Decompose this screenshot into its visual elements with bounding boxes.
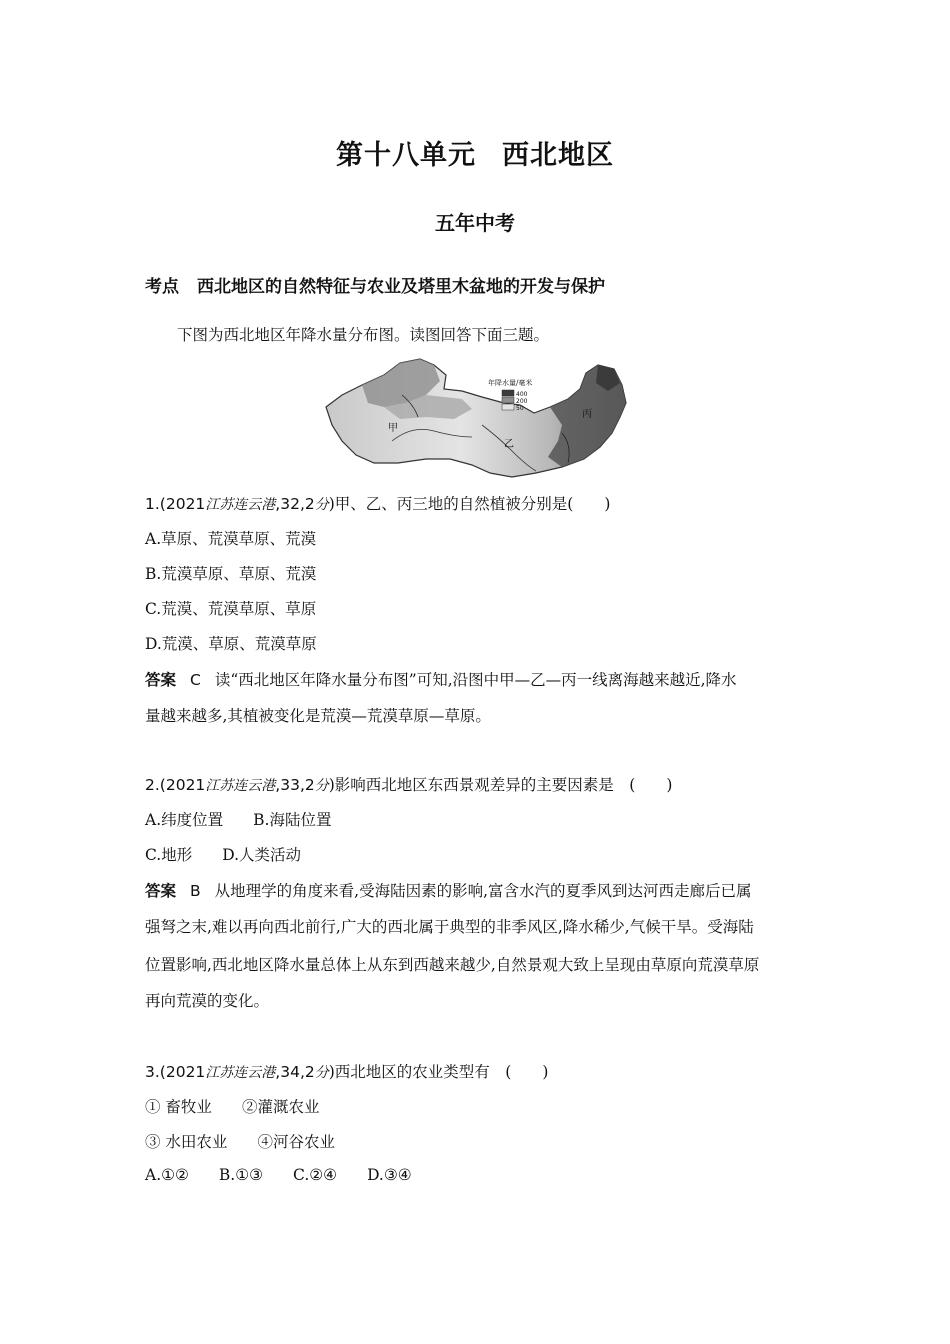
- question-2-explanation-line-4: 再向荒漠的变化。: [145, 992, 270, 1010]
- legend-value-50: 50: [516, 405, 524, 412]
- page-subtitle: 五年中考: [435, 211, 515, 235]
- legend-value-400: 400: [516, 391, 528, 398]
- question-1-answer: 答案 C 读“西北地区年降水量分布图”可知,沿图中甲—乙—丙一线离海越来越近,降水: [145, 671, 737, 689]
- precipitation-map: [322, 355, 628, 479]
- question-2-explanation-line-3: 位置影响,西北地区降水量总体上从东到西越来越少,自然景观大致上呈现由草原向荒漠草原: [145, 956, 760, 974]
- legend-swatch-200: [502, 397, 514, 403]
- question-3-items-row-2: ③ 水田农业 ④河谷农业: [145, 1133, 335, 1151]
- question-3-options: A.①② B.①③ C.②④ D.③④: [145, 1166, 412, 1184]
- question-1-option-b: B.荒漠草原、草原、荒漠: [145, 565, 317, 583]
- legend-swatch-50: [502, 404, 514, 410]
- intro-text: 下图为西北地区年降水量分布图。读图回答下面三题。: [177, 326, 550, 344]
- question-1-option-c: C.荒漠、荒漠草原、草原: [145, 600, 317, 618]
- title-topic: 西北地区: [502, 140, 614, 171]
- question-2-explanation-line-2: 强弩之末,难以再向西北前行,广大的西北属于典型的非季风区,降水稀少,气候干旱。受海陆: [145, 918, 754, 936]
- question-1-stem: 1.(2021江苏连云港,32,2分)甲、乙、丙三地的自然植被分别是( ): [145, 495, 611, 513]
- question-1-option-a: A.草原、荒漠草原、荒漠: [145, 530, 317, 548]
- question-2-answer: 答案 B 从地理学的角度来看,受海陆因素的影响,富含水汽的夏季风到达河西走廊后已属: [145, 882, 752, 900]
- question-1-explanation: 量越来越多,其植被变化是荒漠—荒漠草原—草原。: [145, 707, 491, 725]
- question-2-options-row-2: C.地形 D.人类活动: [145, 846, 302, 864]
- section-tag: 考点: [145, 277, 179, 297]
- question-3-stem: 3.(2021江苏连云港,34,2分)西北地区的农业类型有 ( ): [145, 1063, 549, 1081]
- legend-value-200: 200: [516, 398, 528, 405]
- section-title: 西北地区的自然特征与农业及塔里木盆地的开发与保护: [197, 277, 605, 297]
- question-1-option-d: D.荒漠、草原、荒漠草原: [145, 635, 317, 653]
- question-2-options-row-1: A.纬度位置 B.海陆位置: [145, 811, 332, 829]
- page-title: [0, 133, 950, 172]
- section-heading: [145, 272, 605, 297]
- map-label-jia: 甲: [388, 423, 398, 434]
- map-label-yi: 乙: [504, 439, 514, 450]
- map-label-bing: 丙: [582, 409, 592, 420]
- title-unit: 第十八单元: [336, 140, 476, 171]
- question-3-items-row-1: ① 畜牧业 ②灌溉农业: [145, 1098, 320, 1116]
- legend-title: 年降水量/毫米: [488, 379, 533, 387]
- question-2-stem: 2.(2021江苏连云港,33,2分)影响西北地区东西景观差异的主要因素是 ( ): [145, 776, 673, 794]
- legend-swatch-400: [502, 390, 514, 396]
